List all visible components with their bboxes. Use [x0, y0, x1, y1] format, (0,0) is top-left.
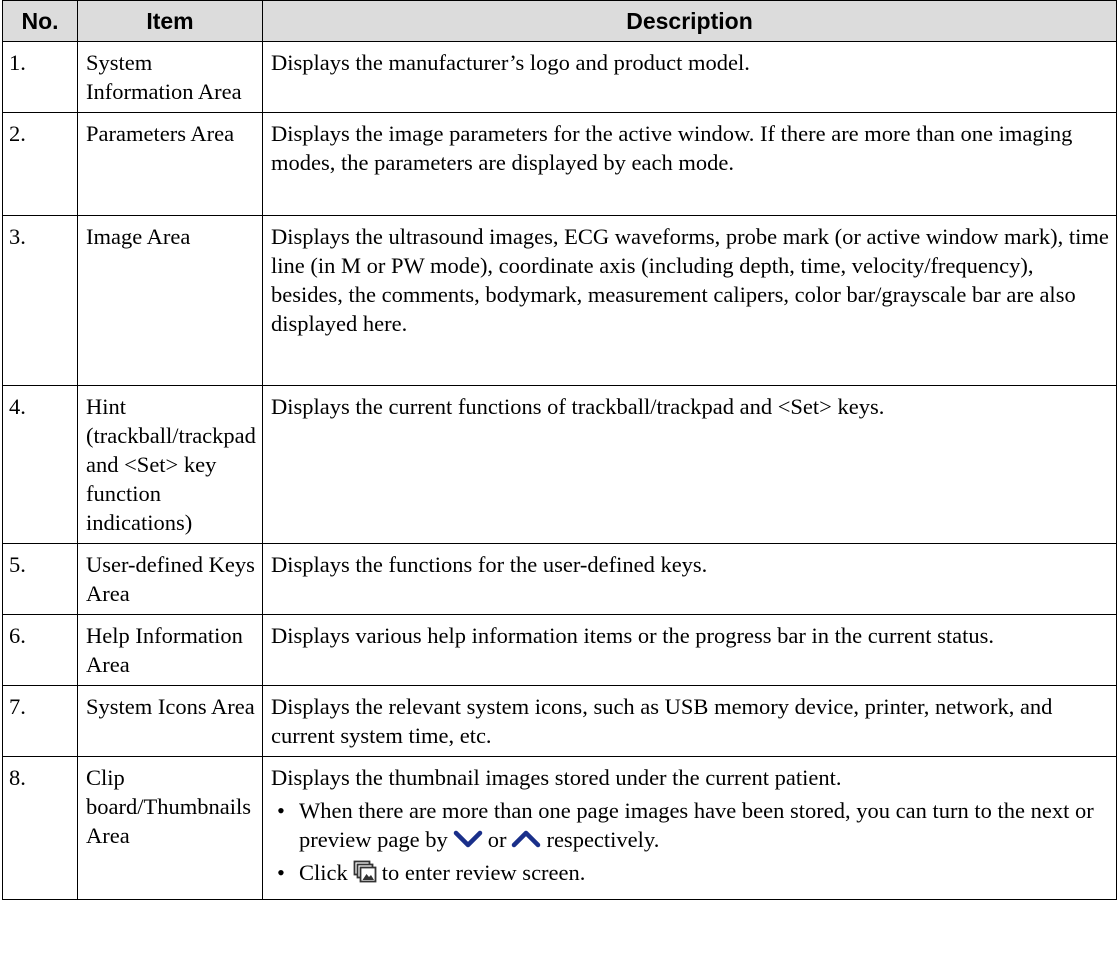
bullet-page-turn — [271, 796, 1110, 856]
row-description: Displays the current functions of trackball/trackpad and <Set> keys. — [263, 386, 1117, 544]
row-number: 4. — [3, 386, 78, 544]
row-description: Displays the relevant system icons, such as USB memory device, printer, network, and current system time, etc. — [263, 686, 1117, 757]
row-description: Displays various help information items or the progress bar in the current status. — [263, 615, 1117, 686]
header-no: No. — [3, 1, 78, 42]
table-row — [3, 686, 1117, 757]
row-number: 6. — [3, 615, 78, 686]
row-item: System Icons Area — [78, 686, 263, 757]
table-row — [3, 615, 1117, 686]
bullet-review — [271, 858, 1110, 890]
description-table — [2, 0, 1117, 900]
table-header-row — [3, 1, 1117, 42]
row-item: Help Information Area — [78, 615, 263, 686]
row-description-cell — [263, 757, 1117, 900]
table-row — [3, 113, 1117, 216]
row-number: 2. — [3, 113, 78, 216]
bullet-text-after: respectively. — [546, 827, 660, 852]
bullet-text-or: or — [487, 827, 507, 852]
row-description: Displays the thumbnail images stored under the current patient. — [271, 765, 842, 790]
row-description: Displays the manufacturer’s logo and product model. — [263, 42, 1117, 113]
table-row — [3, 42, 1117, 113]
chevron-down-icon — [453, 827, 483, 856]
row-description: Displays the ultrasound images, ECG waveforms, probe mark (or active window mark), time line (in M or PW mode), coordinate axis (including depth, time, velocity/frequency), besides, the comments, bodymark, measurement calipers, color bar/grayscale bar are also displayed here. — [263, 216, 1117, 386]
row-item: Parameters Area — [78, 113, 263, 216]
row-number: 3. — [3, 216, 78, 386]
row-item: System Information Area — [78, 42, 263, 113]
row-item: Hint (trackball/trackpad and <Set> key function indications) — [78, 386, 263, 544]
row-item: User-defined Keys Area — [78, 544, 263, 615]
row-number: 1. — [3, 42, 78, 113]
bullet-text-before: When there are more than one page images have been stored, you can turn to the next or preview page by — [299, 798, 1094, 852]
header-item: Item — [78, 1, 263, 42]
table-row — [3, 757, 1117, 900]
bullet-text-after: to enter review screen. — [381, 860, 586, 886]
row-number: 7. — [3, 686, 78, 757]
review-stack-icon — [353, 860, 377, 891]
table-row — [3, 216, 1117, 386]
table-row — [3, 544, 1117, 615]
row-item: Clip board/Thumbnails Area — [78, 757, 263, 900]
row-number: 5. — [3, 544, 78, 615]
row-description: Displays the image parameters for the active window. If there are more than one imaging modes, the parameters are displayed by each mode. — [263, 113, 1117, 216]
table-row — [3, 386, 1117, 544]
bullet-list — [271, 796, 1110, 891]
bullet-text-before: Click — [299, 860, 348, 886]
header-description: Description — [263, 1, 1117, 42]
row-item: Image Area — [78, 216, 263, 386]
chevron-up-icon — [511, 827, 541, 856]
row-description: Displays the functions for the user-defined keys. — [263, 544, 1117, 615]
row-number: 8. — [3, 757, 78, 900]
